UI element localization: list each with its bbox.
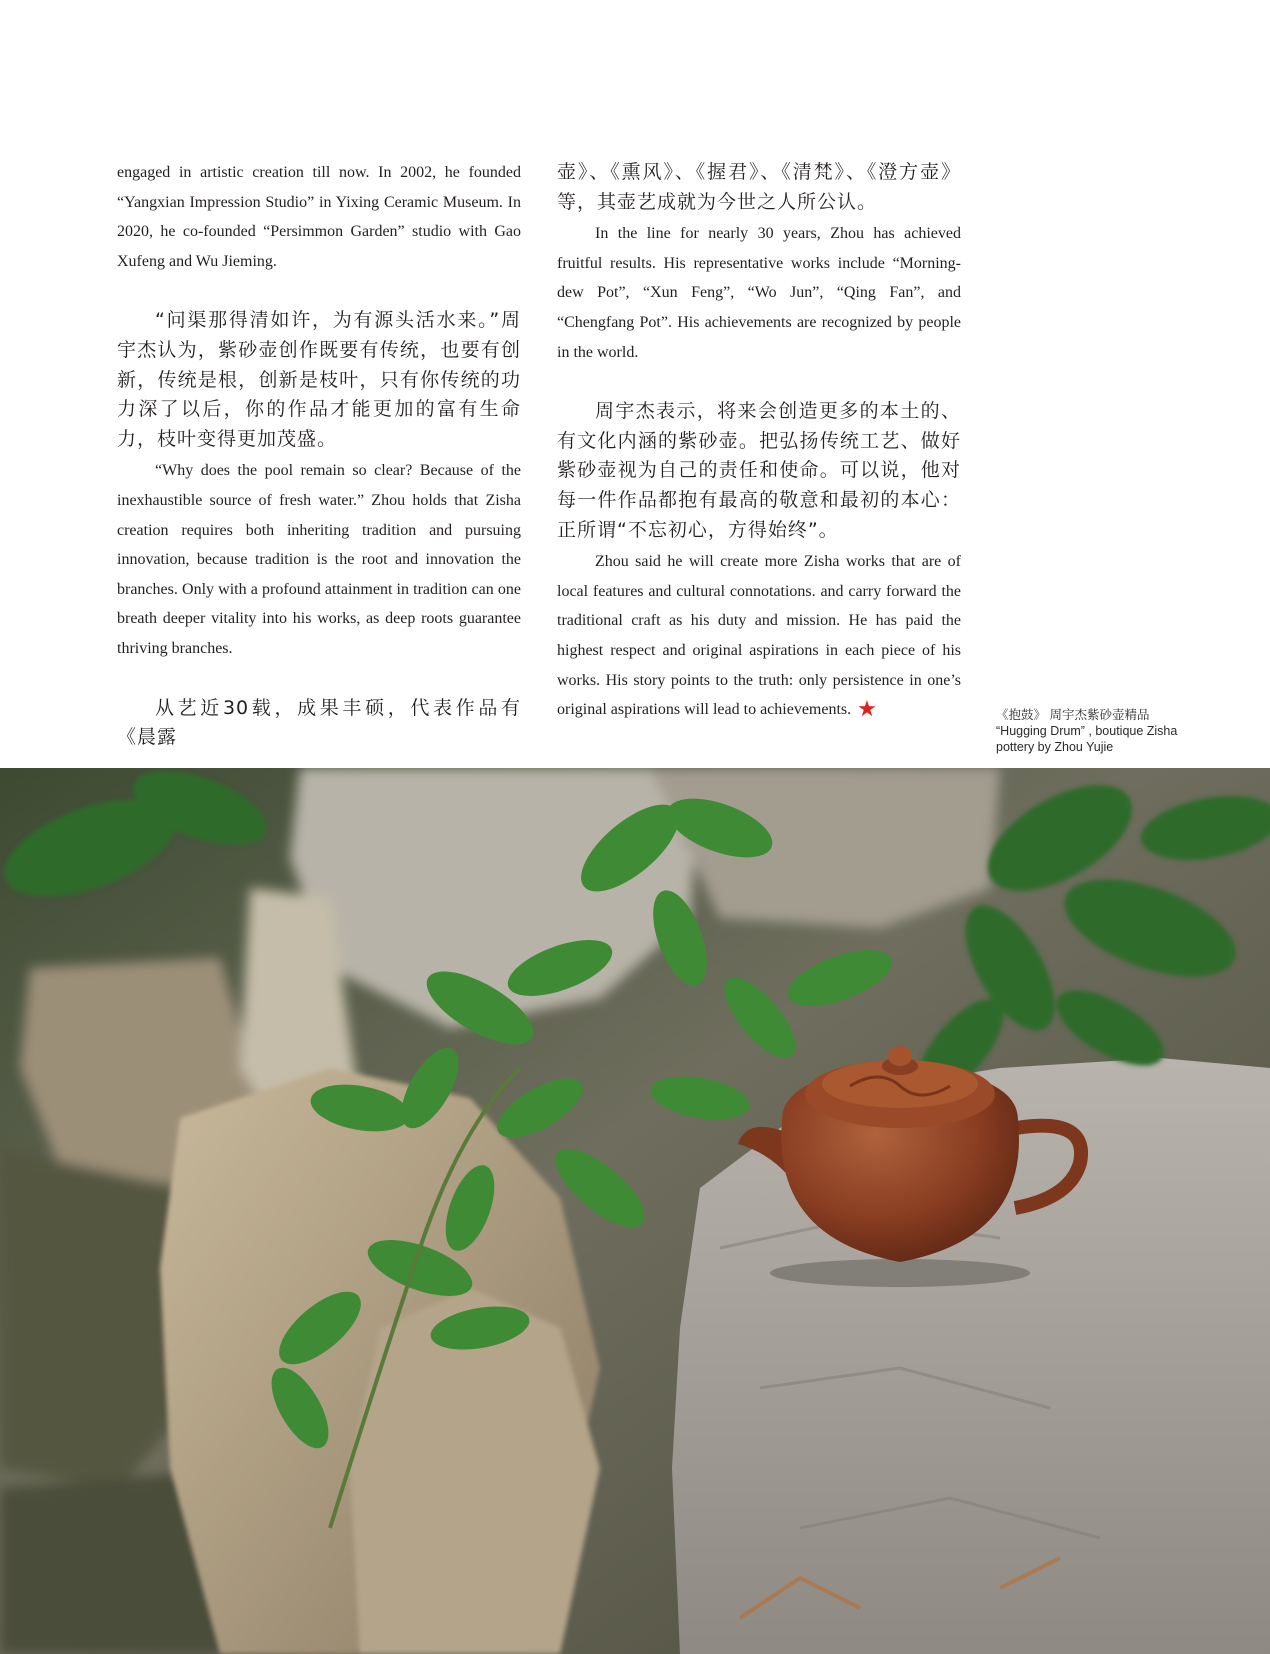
star-icon: ★ bbox=[857, 696, 877, 722]
body-paragraph bbox=[557, 547, 961, 725]
body-paragraph-zh: 周宇杰表示，将来会创造更多的本土的、有文化内涵的紫砂壶。把弘扬传统工艺、做好紫砂壶视为自己的责任和使命。可以说，他对每一件作品都抱有最高的敬意和最初的本心：正所谓“不忘初心，方得始终”。 bbox=[557, 400, 961, 541]
body-paragraph-zh: 壶》、《熏风》、《握君》、《清梵》、《澄方壶》等，其壶艺成就为今世之人所公认。 bbox=[557, 161, 961, 213]
closing-paragraph-text: Zhou said he will create more Zisha works that are of local features and cultural connotations. and carry forward the traditional craft as his duty and mission. He has paid the highest respect and original aspirations in each piece of his works. His story points to the truth: only persistence in one’s original aspirations will lead to achievements. bbox=[557, 553, 961, 719]
body-paragraph: engaged in artistic creation till now. In 2002, he founded “Yangxian Impression Studio” in Yixing Ceramic Museum. In 2020, he co-founded “Persimmon Garden” studio with Gao Xufeng and Wu Jieming. bbox=[117, 164, 521, 270]
caption-line-zh: 《抱鼓》 周宇杰紫砂壶精品 bbox=[996, 708, 1150, 722]
left-column bbox=[117, 158, 521, 753]
body-paragraph: In the line for nearly 30 years, Zhou has achieved fruitful results. His representative works include “Morning-dew Pot”, “Xun Feng”, “Wo Jun”, “Qing Fan”, and “Chengfang Pot”. His achievements are recognized by people in the world. bbox=[557, 225, 961, 361]
caption-line-en: “Hugging Drum” , boutique Zisha bbox=[996, 724, 1178, 738]
body-paragraph-zh: 从艺近30载，成果丰硕，代表作品有《晨露 bbox=[117, 696, 521, 749]
body-paragraph: “Why does the pool remain so clear? Because of the inexhaustible source of fresh water.” Zhou holds that Zisha creation requires both inheriting tradition and pursuing innovation, because tradition is the root and innovation the branches. Only with a profound attainment in tradition can one breath deeper vitality into his works, as deep roots guarantee thriving branches. bbox=[117, 462, 521, 657]
caption-line-en: pottery by Zhou Yujie bbox=[996, 740, 1114, 754]
teapot-photo-illustration bbox=[0, 768, 1270, 1654]
right-column bbox=[557, 158, 961, 725]
body-paragraph-zh: “问渠那得清如许，为有源头活水来。”周宇杰认为，紫砂壶创作既要有传统，也要有创新，传统是根，创新是枝叶，只有你传统的功力深了以后，你的作品才能更加的富有生命力，枝叶变得更加茂盛。 bbox=[117, 309, 521, 450]
photo-caption bbox=[996, 707, 1236, 755]
teapot-photo bbox=[0, 768, 1270, 1654]
